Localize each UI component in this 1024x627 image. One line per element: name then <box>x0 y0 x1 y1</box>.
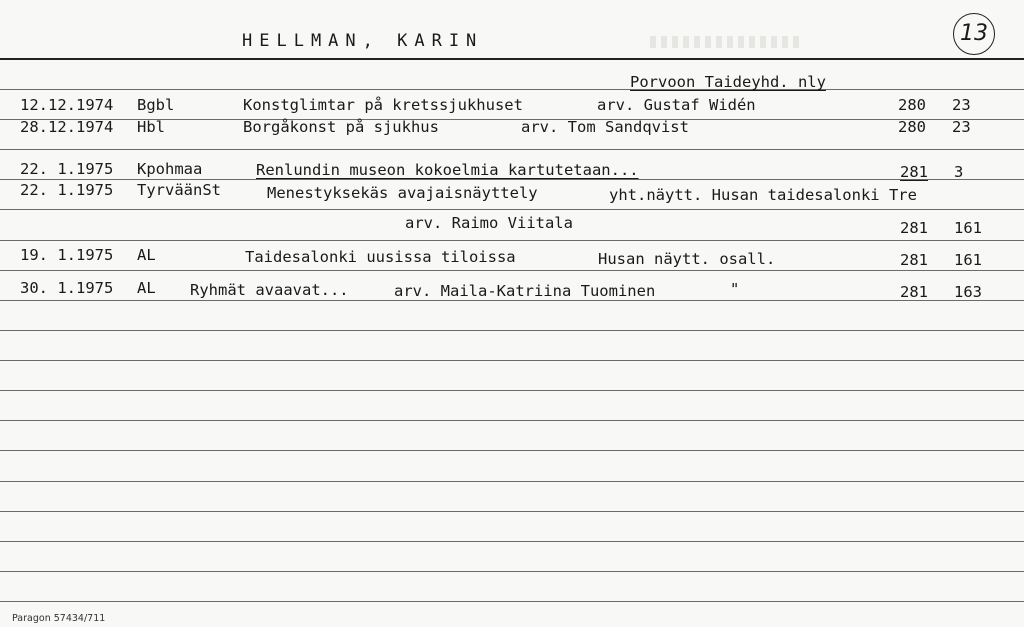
ruled-line <box>0 571 1024 572</box>
entry-number: 23 <box>952 118 971 136</box>
entry-detail: Husan näytt. osall. <box>598 250 776 268</box>
entry-note: Porvoon Taideyhd. nly <box>630 73 826 91</box>
entry-page: 281 <box>900 163 928 181</box>
entry-title: Renlundin museon kokoelmia kartutetaan... <box>256 161 639 179</box>
entry-date: 28.12.1974 <box>20 118 114 136</box>
entry-source: AL <box>137 246 156 264</box>
entry-page: 281 <box>900 219 928 237</box>
entry-number: 161 <box>954 251 982 269</box>
ruled-line <box>0 541 1024 542</box>
entry-date: 19. 1.1975 <box>20 246 114 264</box>
entry-number: 161 <box>954 219 982 237</box>
entry-source: AL <box>137 279 156 297</box>
entry-detail: arv. Raimo Viitala <box>405 214 573 232</box>
ruled-line <box>0 481 1024 482</box>
entry-title: Ryhmät avaavat... <box>190 281 349 299</box>
entry-date: 12.12.1974 <box>20 96 114 114</box>
entry-detail: arv. Maila-Katriina Tuominen <box>394 282 656 300</box>
entry-source: TyrväänSt <box>137 181 221 199</box>
card-title: HELLMAN, KARIN <box>242 31 484 51</box>
entry-title: Konstglimtar på kretssjukhuset <box>243 96 523 114</box>
ruled-line <box>0 270 1024 271</box>
entry-page: 280 <box>898 118 926 136</box>
printer-imprint: Paragon 57434/711 <box>12 613 106 624</box>
entry-source: Hbl <box>137 118 165 136</box>
entry-source: Bgbl <box>137 96 175 114</box>
entry-page: 281 <box>900 251 928 269</box>
entry-page: 280 <box>898 96 926 114</box>
ruled-line <box>0 601 1024 602</box>
entry-page: 281 <box>900 283 928 301</box>
entry-date: 30. 1.1975 <box>20 279 114 297</box>
ruled-line <box>0 240 1024 241</box>
ruled-line <box>0 149 1024 150</box>
entry-title: Borgåkonst på sjukhus <box>243 118 439 136</box>
ruled-line <box>0 209 1024 210</box>
ruled-line <box>0 450 1024 451</box>
ruled-line <box>0 179 1024 180</box>
entry-detail: yht.näytt. Husan taidesalonki Tre <box>609 186 917 204</box>
ruled-line <box>0 390 1024 391</box>
entry-source: Kpohmaa <box>137 160 203 178</box>
entry-detail: arv. Tom Sandqvist <box>521 118 689 136</box>
ruled-line <box>0 420 1024 421</box>
entry-number: 23 <box>952 96 971 114</box>
entry-date: 22. 1.1975 <box>20 160 114 178</box>
entry-detail: arv. Gustaf Widén <box>597 96 756 114</box>
header-rule <box>0 58 1024 60</box>
ruled-line <box>0 300 1024 301</box>
entry-number: 3 <box>954 163 964 181</box>
ruled-line <box>0 511 1024 512</box>
entry-number: 163 <box>954 283 982 301</box>
ruled-line <box>0 89 1024 90</box>
entry-title: Menestyksekäs avajaisnäyttely <box>267 184 538 202</box>
ditto-mark: " <box>730 280 740 298</box>
card-number-circle: 13 <box>953 13 995 55</box>
ruled-line <box>0 360 1024 361</box>
entry-title: Taidesalonki uusissa tiloissa <box>245 248 516 266</box>
ruled-line <box>0 330 1024 331</box>
erased-text-smudge <box>650 36 800 48</box>
entry-date: 22. 1.1975 <box>20 181 114 199</box>
